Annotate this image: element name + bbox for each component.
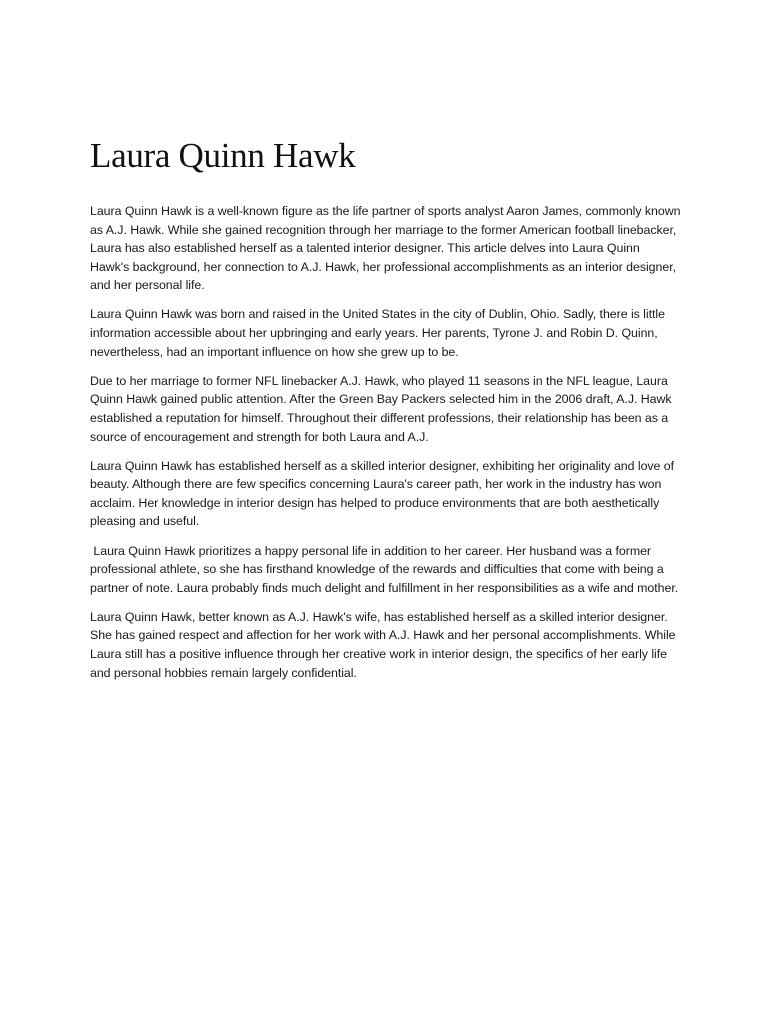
document-body [90, 134, 682, 693]
document-title: Laura Quinn Hawk [90, 136, 356, 175]
paragraph-marriage: Due to her marriage to former NFL linebacker A.J. Hawk, who played 11 seasons in the NFL league, Laura Quinn Hawk gained public attention. After the Green Bay Packers selected him in the 2006 draft, A.J. Hawk established a reputation for himself. Throughout their different professions, their relationship has been as a source of encouragement and strength for both Laura and A.J. [90, 373, 672, 444]
paragraph-early-life: Laura Quinn Hawk was born and raised in the United States in the city of Dublin, Ohio. Sadly, there is little information accessible about her upbringing and early years. Her parents, Tyrone J. and Robin D. Quinn, nevertheless, had an important influence on how she grew up to be. [90, 307, 665, 359]
paragraph-career: Laura Quinn Hawk has established herself as a skilled interior designer, exhibiting her originality and love of beauty. Although there are few specifics concerning Laura's career path, her work in the industry has won acclaim. Her knowledge in interior design has helped to produce environments that are both aesthetically pleasing and useful. [90, 458, 678, 529]
paragraph-introduction: Laura Quinn Hawk is a well-known figure as the life partner of sports analyst Aaron James, commonly known as A.J. Hawk. While she gained recognition through her marriage to the former American football linebacker, Laura has also established herself as a talented interior designer. This article delves into Laura Quinn Hawk's background, her connection to A.J. Hawk, her professional accomplishments as an interior designer, and her personal life. [90, 204, 681, 293]
paragraph-conclusion: Laura Quinn Hawk, better known as A.J. Hawk's wife, has established herself as a skilled interior designer. She has gained respect and affection for her work with A.J. Hawk and her personal accomplishments. While Laura still has a positive influence through her creative work in interior design, the specifics of her early life and personal hobbies remain largely confidential. [90, 609, 676, 680]
paragraph-personal-life: Laura Quinn Hawk prioritizes a happy personal life in addition to her career. Her husband was a former professional athlete, so she has firsthand knowledge of the rewards and difficulties that come with being a partner of note. Laura probably finds much delight and fulfillment in her responsibilities as a wife and mother. [90, 543, 679, 595]
